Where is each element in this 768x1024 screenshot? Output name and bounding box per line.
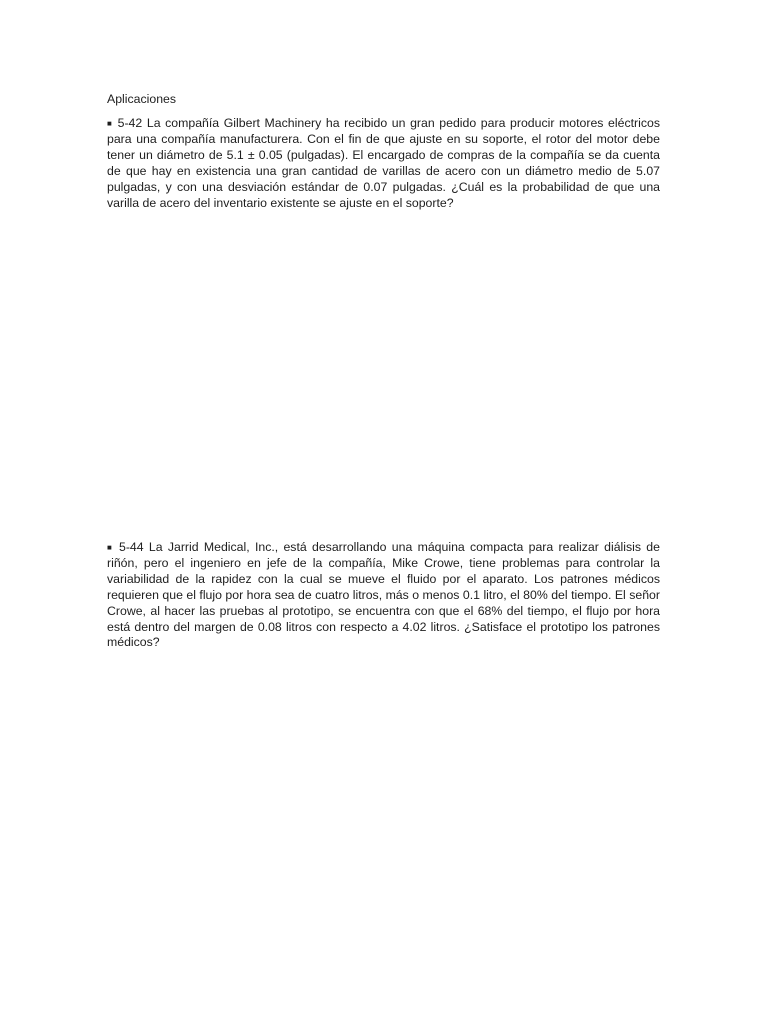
bullet-icon: ■	[107, 119, 114, 128]
problem-number: 5-44	[118, 540, 144, 554]
problem-number: 5-42	[117, 116, 143, 130]
problem-text: La Jarrid Medical, Inc., está desarrollando una máquina compacta para realizar diálisis de riñón, pero el ingeniero en jefe de la compañía, Mike Crowe, tiene problemas para controlar la variabilidad de la rapidez con la cual se mueve el fluido por el aparato. Los patrones médicos requieren que el flujo por hora sea de cuatro litros, más o menos 0.1 litro, el 80% del tiempo. El señor Crowe, al hacer las pruebas al prototipo, se encuentra con que el 68% del tiempo, el flujo por hora está dentro del margen de 0.08 litros con respecto a 4.02 litros. ¿Satisface el prototipo los patrones médicos?	[107, 540, 660, 650]
problem-text: La compañía Gilbert Machinery ha recibido un gran pedido para producir motores eléctricos para una compañía manufacturera. Con el fin de que ajuste en su soporte, el rotor del motor debe tener un diámetro de 5.1 ± 0.05 (pulgadas). El encargado de compras de la compañía se da cuenta de que hay en existencia una gran cantidad de varillas de acero con un diámetro medio de 5.07 pulgadas, y con una desviación estándar de 0.07 pulgadas. ¿Cuál es la probabilidad de que una varilla de acero del inventario existente se ajuste en el soporte?	[107, 116, 660, 210]
section-title: Aplicaciones	[107, 92, 177, 106]
problem-5-42	[107, 116, 660, 211]
bullet-icon: ■	[107, 543, 114, 552]
problem-5-44	[107, 540, 660, 651]
